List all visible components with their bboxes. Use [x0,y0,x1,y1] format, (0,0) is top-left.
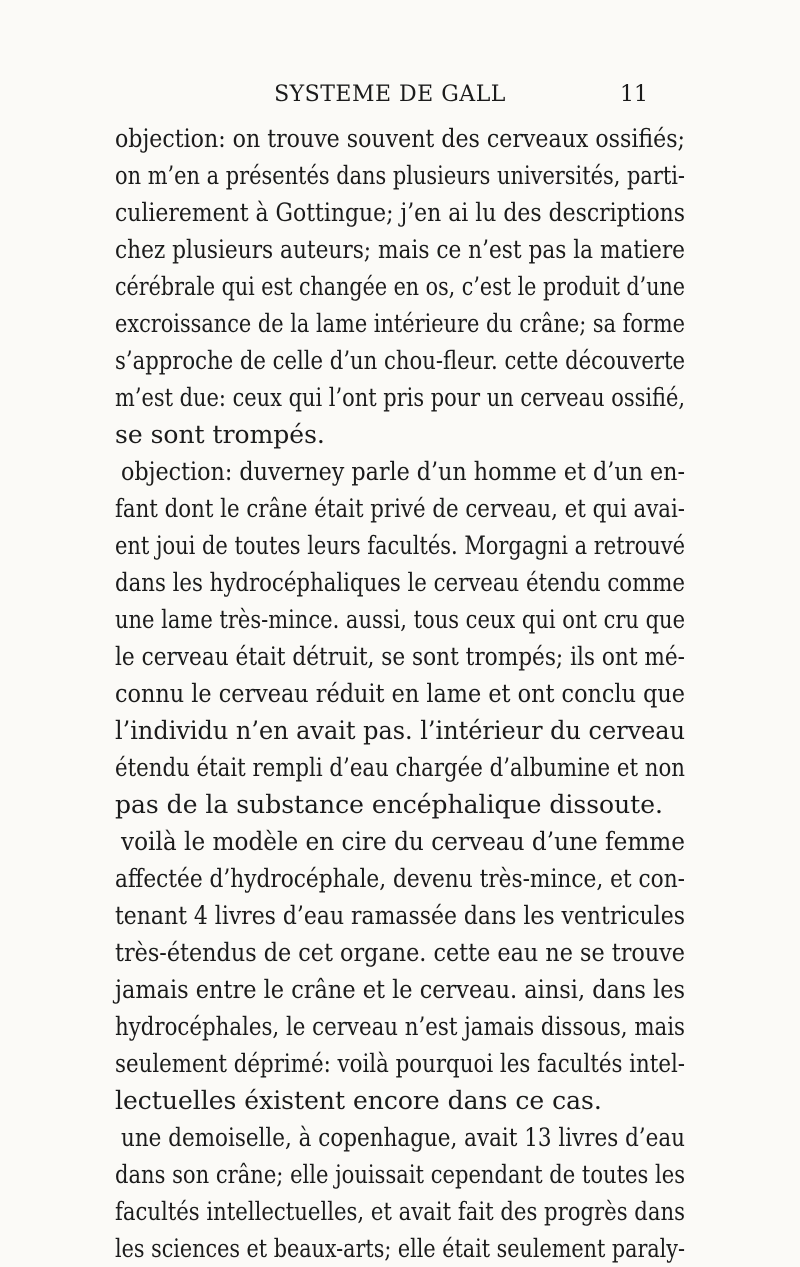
text-line [0,1193,800,1230]
text-line-content: ent joui de toutes leurs facultés. Morgagni a retrouvé [115,531,685,560]
text-line-content: facultés intellectuelles, et avait fait des progrès dans [115,1197,685,1226]
text-line-content: jamais entre le crâne et le cerveau. ainsi, dans les [115,975,685,1004]
running-head [132,78,648,112]
text-line-content: voilà le modèle en cire du cerveau d’une femme [121,827,685,856]
text-line-content: lectuelles éxistent encore dans ce cas. [115,1086,602,1115]
text-line-content: dans son crâne; elle jouissait cependant de toutes les [115,1160,685,1189]
text-line [0,564,800,601]
text-line-content: objection: duverney parle d’un homme et d’un en- [121,457,685,486]
text-line-content: culierement à Gottingue; j’en ai lu des descriptions [115,198,685,227]
text-line-content: dans les hydrocéphaliques le cerveau étendu comme [115,568,685,597]
text-line-content: connu le cerveau réduit en lame et ont conclu que [115,679,685,708]
text-line [0,638,800,675]
text-line [0,527,800,564]
text-line-content: une lame très-mince. aussi, tous ceux qui ont cru que [115,605,685,634]
text-line [0,823,800,860]
text-line [0,379,800,416]
text-line [0,786,800,823]
text-line-content: seulement déprimé: voilà pourquoi les facultés intel- [115,1049,685,1078]
text-line-content: étendu était rempli d’eau chargée d’albumine et non [115,753,685,782]
text-line [0,453,800,490]
text-line [0,1119,800,1156]
text-line [0,897,800,934]
text-line [0,712,800,749]
text-line-content: l’individu n’en avait pas. l’intérieur du cerveau [115,716,685,745]
text-line-content: une demoiselle, à copenhague, avait 13 livres d’eau [121,1123,685,1152]
text-line [0,675,800,712]
text-line-content: très-étendus de cet organe. cette eau ne se trouve [115,938,685,967]
text-line [0,971,800,1008]
text-line-content: chez plusieurs auteurs; mais ce n’est pas la matiere [115,235,685,264]
text-line [0,1045,800,1082]
text-line-content: m’est due: ceux qui l’ont pris pour un cerveau ossifié, [115,383,685,412]
text-line [0,120,800,157]
page-number: 11 [620,82,648,107]
text-line-content: objection: on trouve souvent des cerveaux ossifiés; [115,124,685,153]
text-line [0,342,800,379]
text-line-content: on m’en a présentés dans plusieurs universités, parti- [115,161,685,190]
text-line [0,416,800,453]
text-line-content: affectée d’hydrocéphale, devenu très-mince, et con- [115,864,685,893]
text-line [0,1082,800,1119]
text-line [0,490,800,527]
text-line-content: tenant 4 livres d’eau ramassée dans les ventricules [115,901,685,930]
text-line-content: s’approche de celle d’un chou-fleur. cette découverte [115,346,685,375]
text-line-content: le cerveau était détruit, se sont trompés; ils ont mé- [115,642,685,671]
text-line [0,934,800,971]
text-line-content: les sciences et beaux-arts; elle était seulement paraly- [115,1234,685,1263]
text-line [0,749,800,786]
text-line [0,1230,800,1267]
text-line [0,157,800,194]
text-line-content: pas de la substance encéphalique dissoute. [115,790,663,819]
text-line-content: excroissance de la lame intérieure du crâne; sa forme [115,309,685,338]
text-line [0,305,800,342]
text-line [0,1156,800,1193]
text-line-content: hydrocéphales, le cerveau n’est jamais dissous, mais [115,1012,685,1041]
text-line [0,1008,800,1045]
text-line-content: cérébrale qui est changée en os, c’est le produit d’une [115,272,685,301]
text-line-content: fant dont le crâne était privé de cerveau, et qui avai- [115,494,685,523]
text-line [0,860,800,897]
running-title: SYSTEME DE GALL [274,82,506,107]
text-line [0,194,800,231]
text-line [0,231,800,268]
text-line [0,268,800,305]
text-line-content: se sont trompés. [115,420,325,449]
text-line [0,601,800,638]
